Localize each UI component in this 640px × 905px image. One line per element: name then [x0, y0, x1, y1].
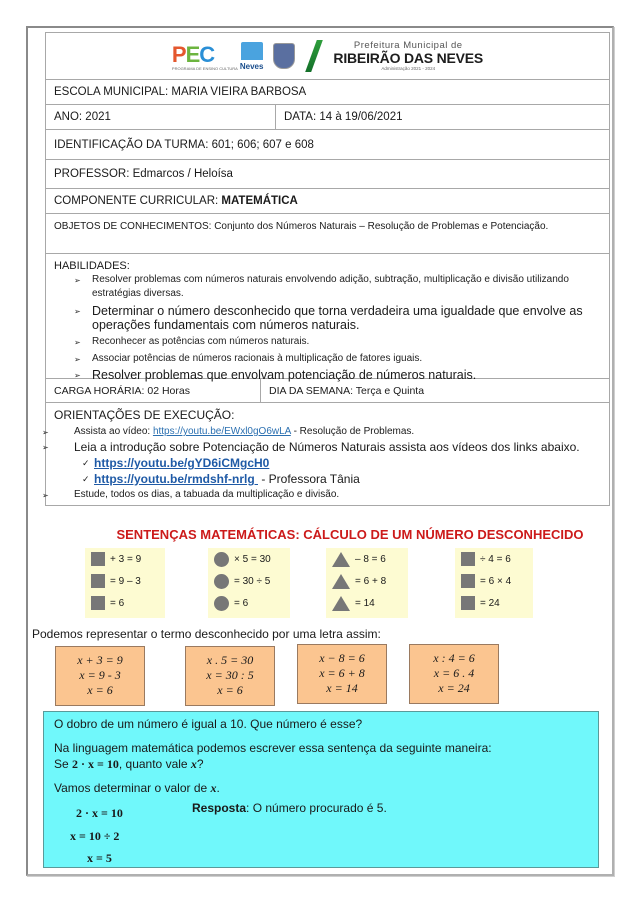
equation-line: x = 6 . 4: [433, 666, 475, 680]
equation: 2 · x = 10: [72, 757, 119, 771]
orientacao-text: - Resolução de Problemas.: [290, 426, 415, 437]
equation-line: x = 6 + 8: [319, 666, 365, 680]
video-link-potenciacao-1[interactable]: https://youtu.be/gYD6iCMgcH0: [94, 456, 270, 470]
pec-letter-p: P: [171, 41, 186, 67]
equation-line: × 5 = 30: [234, 553, 271, 565]
equation-line: = 6 × 4: [480, 575, 512, 587]
professor-text: PROFESSOR: Edmarcos / Heloísa: [54, 168, 233, 180]
square-icon: [461, 552, 475, 566]
book-icon: [241, 42, 263, 60]
square-icon: [91, 552, 105, 566]
example-box: [43, 711, 599, 868]
check-item: [46, 455, 609, 471]
prefeitura-city: RIBEIRÃO DAS NEVES: [333, 50, 484, 66]
dia-cell: [261, 379, 609, 402]
data-cell: [276, 105, 609, 129]
equation-line: = 30 ÷ 5: [234, 575, 271, 587]
habilidade-item: ➢ Resolver problemas com números naturais envolvendo adição, subtração, multiplicação e divisão utilizando estratégias diversas.: [54, 273, 601, 301]
habilidade-item: ➢ Resolver problemas que envolvam potenciação de números naturais.: [54, 368, 601, 382]
equation-line: + 3 = 9: [110, 553, 142, 565]
habilidade-item: ➢ Associar potências de números racionais à multiplicação de fatores iguais.: [54, 352, 601, 366]
equation-line: x = 6: [217, 683, 243, 697]
equation-line: = 6: [234, 597, 249, 609]
habilidade-item: ➢ Reconhecer as potências com números naturais.: [54, 335, 601, 349]
shape-box-square-2: [455, 548, 533, 618]
objetos-row: [46, 214, 609, 254]
equation-line: x + 3 = 9: [77, 653, 123, 667]
equation-line: = 9 – 3: [110, 575, 141, 587]
escola-text: ESCOLA MUNICIPAL: MARIA VIEIRA BARBOSA: [54, 86, 307, 98]
shape-box-square: [85, 548, 165, 618]
section-title: SENTENÇAS MATEMÁTICAS: CÁLCULO DE UM NÚMERO DESCONHECIDO: [116, 527, 584, 542]
shape-box-circle: [208, 548, 290, 618]
square-icon: [91, 574, 105, 588]
text: Vamos determinar o valor de: [54, 781, 211, 795]
componente-value: MATEMÁTICA: [221, 195, 298, 207]
equation-line: – 8 = 6: [355, 553, 386, 565]
example-equation-line: [54, 757, 204, 772]
dia-text: DIA DA SEMANA: Terça e Quinta: [269, 384, 425, 397]
ano-text: ANO: 2021: [54, 111, 111, 123]
triangle-icon: [332, 574, 350, 589]
equation-line: ÷ 4 = 6: [480, 553, 511, 565]
circle-icon: [214, 552, 229, 567]
professora-text: - Professora Tânia: [258, 472, 360, 486]
equation-line: = 6: [110, 597, 125, 609]
equation-line: = 24: [480, 597, 500, 609]
example-determine-line: [54, 781, 220, 796]
equation-line: x = 9 - 3: [79, 668, 121, 682]
ano-data-row: [46, 105, 609, 130]
solution-step: 2 · x = 10: [76, 806, 123, 820]
pec-letter-e: E: [185, 41, 200, 67]
logo-banner: [46, 33, 609, 80]
check-item: [46, 471, 609, 487]
orientacao-item: ➢ Leia a introdução sobre Potenciação de Números Naturais assista aos vídeos dos links abaixo.: [46, 439, 609, 455]
equation-line: x = 24: [438, 681, 470, 695]
equation-line: x : 4 = 6: [433, 651, 475, 665]
prefeitura-admin: Administração 2021 - 2024: [381, 66, 436, 71]
equation-line: x = 30 : 5: [206, 668, 254, 682]
orientacoes-title: ORIENTAÇÕES DE EXECUÇÃO:: [54, 408, 235, 422]
carga-text: CARGA HORÁRIA: 02 Horas: [54, 384, 190, 397]
letter-equation-box: [409, 644, 499, 704]
text: , quanto vale: [118, 757, 191, 771]
equation-line: = 14: [355, 597, 375, 609]
circle-icon: [214, 596, 229, 611]
text: .: [216, 781, 220, 795]
equation-line: = 6 + 8: [355, 575, 387, 587]
habilidades-section: [46, 254, 609, 382]
solution-step: x = 5: [87, 851, 112, 865]
equation-line: x = 14: [326, 681, 358, 695]
solution-step: x = 10 ÷ 2: [70, 829, 120, 843]
equation-line: x = 6: [87, 683, 113, 697]
letter-equation-box: [297, 644, 387, 704]
circle-icon: [214, 574, 229, 589]
pec-letter-c: C: [199, 41, 215, 67]
professor-row: [46, 160, 609, 189]
triangle-icon: [332, 596, 350, 611]
video-link-problemas[interactable]: https://youtu.be/EWxl0gO6wLA: [152, 426, 291, 437]
square-icon: [461, 596, 475, 610]
variable: x: [210, 781, 217, 795]
pec-subtitle: PROGRAMA DE ENSINO CULTURA: [171, 65, 238, 71]
data-text: DATA: 14 à 19/06/2021: [284, 111, 403, 123]
triangle-icon: [332, 552, 350, 567]
square-icon: [91, 596, 105, 610]
equation-line: x − 8 = 6: [319, 651, 365, 665]
letter-intro-text: Podemos representar o termo desconhecido por uma letra assim:: [32, 627, 381, 641]
answer-line: [192, 801, 387, 815]
orientacao-text: Assista ao vídeo:: [74, 426, 153, 437]
text: Se: [54, 757, 73, 771]
example-question: O dobro de um número é igual a 10. Que número é esse?: [54, 717, 363, 731]
letter-equation-box: [185, 646, 275, 706]
ano-cell: [46, 105, 276, 129]
orientacoes-section: [46, 403, 609, 506]
answer-label: Resposta: [192, 801, 247, 815]
orientacao-item: ➢ Estude, todos os dias, a tabuada da multiplicação e divisão.: [46, 487, 609, 502]
video-link-potenciacao-2[interactable]: https://youtu.be/rmdshf-nrlg: [94, 472, 258, 486]
square-icon: [461, 574, 475, 588]
answer-text: : O número procurado é 5.: [246, 801, 387, 815]
pec-logo: [172, 42, 264, 71]
habilidades-title: HABILIDADES:: [54, 260, 130, 272]
habilidade-item: ➢ Determinar o número desconhecido que torna verdadeira uma igualdade que envolve as operações fundamentais com números naturais.: [54, 304, 601, 332]
text: ?: [196, 757, 204, 771]
escola-row: [46, 80, 609, 105]
turma-text: IDENTIFICAÇÃO DA TURMA: 601; 606; 607 e 608: [54, 138, 314, 151]
variable: x: [190, 757, 197, 771]
prefeitura-line1: Prefeitura Municipal de: [353, 39, 463, 51]
componente-label: COMPONENTE CURRICULAR:: [54, 195, 222, 207]
turma-row: [46, 130, 609, 160]
pec-brand: Neves: [239, 61, 264, 71]
prefeitura-logo: [333, 41, 483, 72]
lesson-header-table: [45, 32, 610, 506]
objetos-text: OBJETOS DE CONHECIMENTOS: Conjunto dos Números Naturais – Resolução de Problemas e Potenciação.: [54, 221, 549, 232]
letter-equation-box: [55, 646, 145, 706]
green-stripe-icon: [306, 40, 324, 72]
componente-row: [46, 189, 609, 214]
orientacao-item: [46, 424, 609, 439]
shape-box-triangle: [326, 548, 408, 618]
city-crest-icon: [273, 43, 295, 69]
carga-dia-row: [46, 379, 609, 403]
equation-line: x . 5 = 30: [206, 653, 254, 667]
example-statement: Na linguagem matemática podemos escrever essa sentença da seguinte maneira:: [54, 741, 492, 755]
